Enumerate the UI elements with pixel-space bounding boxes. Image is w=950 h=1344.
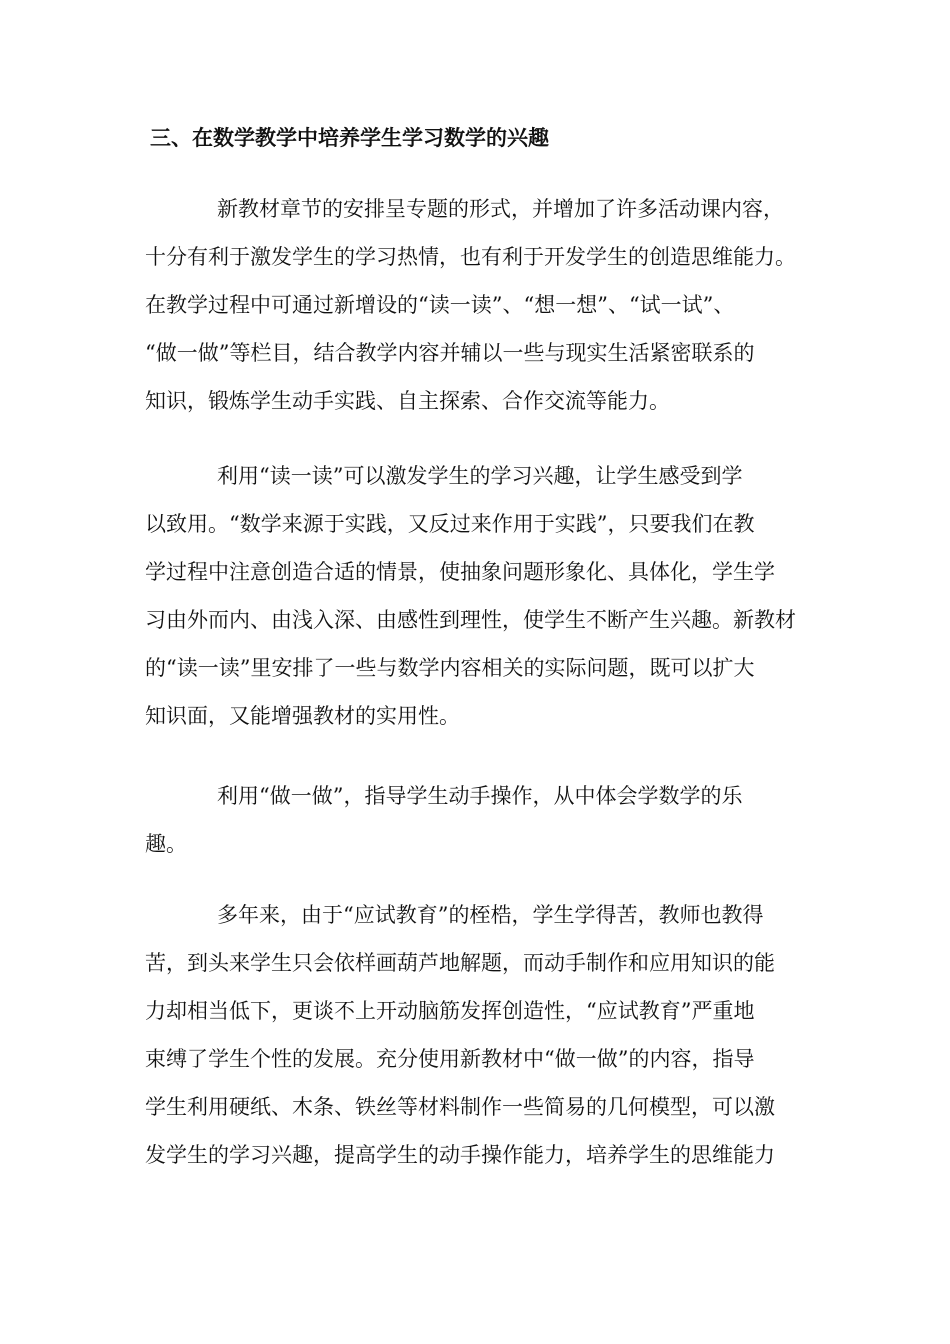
paragraph-line: 束缚了学生个性的发展。充分使用新教材中“做一做”的内容，指导 [145,1047,755,1071]
paragraph-line: 知识面，又能增强教材的实用性。 [145,704,460,728]
paragraph-line: 利用“读一读”可以激发学生的学习兴趣，让学生感受到学 [217,464,743,488]
paragraph-line: 趣。 [145,832,187,856]
paragraph-4 [145,891,805,1179]
paragraph-line: 十分有利于激发学生的学习热情，也有利于开发学生的创造思维能力。 [145,245,796,269]
paragraph-line: 学过程中注意创造合适的情景，使抽象问题形象化、具体化，学生学 [145,560,775,584]
paragraph-1 [145,185,805,425]
paragraph-line: 习由外而内、由浅入深、由感性到理性，使学生不断产生兴趣。新教材 [145,608,796,632]
paragraph-3 [145,772,805,868]
paragraph-line: 新教材章节的安排呈专题的形式，并增加了许多活动课内容， [217,197,784,221]
paragraph-line: 以致用。“数学来源于实践，又反过来作用于实践”，只要我们在教 [145,512,755,536]
paragraph-line: 知识，锻炼学生动手实践、自主探索、合作交流等能力。 [145,389,670,413]
section-heading: 三、在数学教学中培养学生学习数学的兴趣 [150,126,549,150]
paragraph-line: 在教学过程中可通过新增设的“读一读”、“想一想”、“试一试”、 [145,293,735,317]
paragraph-2 [145,452,805,740]
paragraph-line: 力却相当低下，更谈不上开动脑筋发挥创造性，“应试教育”严重地 [145,999,755,1023]
paragraph-line: 利用“做一做”，指导学生动手操作，从中体会学数学的乐 [217,784,743,808]
paragraph-line: 苦，到头来学生只会依样画葫芦地解题，而动手制作和应用知识的能 [145,951,775,975]
paragraph-line: 多年来，由于“应试教育”的桎梏，学生学得苦，教师也教得 [217,903,764,927]
paragraph-line: 的“读一读”里安排了一些与数学内容相关的实际问题，既可以扩大 [145,656,755,680]
paragraph-line: 发学生的学习兴趣，提高学生的动手操作能力，培养学生的思维能力 [145,1143,775,1167]
paragraph-line: “做一做”等栏目，结合教学内容并辅以一些与现实生活紧密联系的 [145,341,755,365]
paragraph-line: 学生利用硬纸、木条、铁丝等材料制作一些简易的几何模型，可以激 [145,1095,775,1119]
